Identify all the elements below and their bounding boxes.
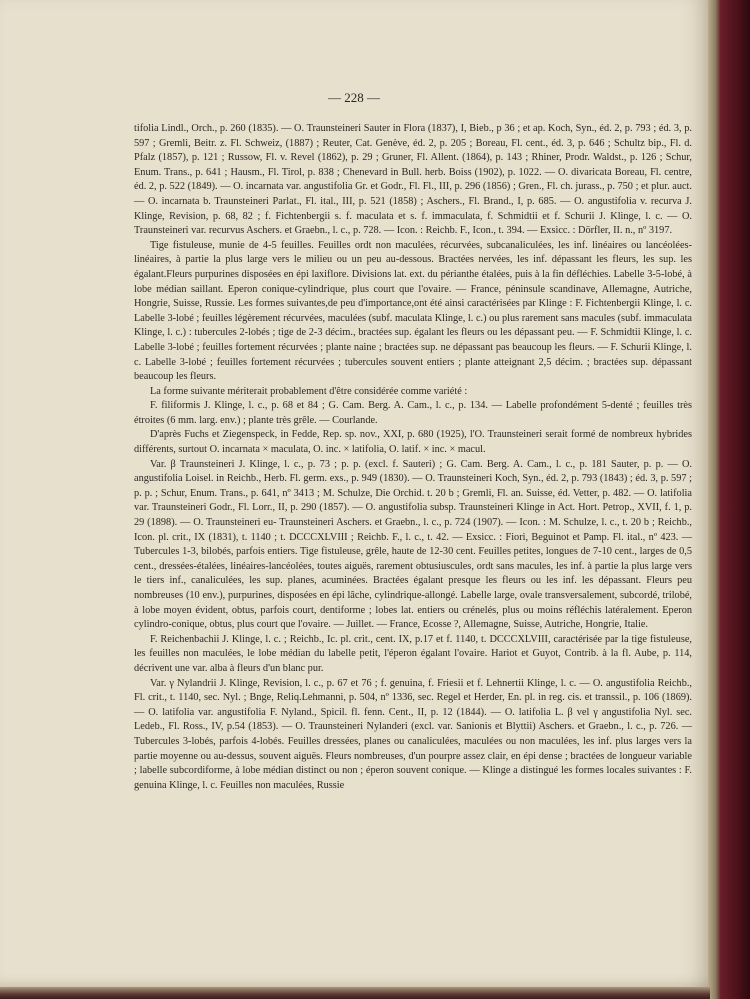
paragraph-description: Tige fistuleuse, munie de 4-5 feuilles. Feuilles ordt non maculées, récurvées, subcanaliculées, les inf. linéaires ou lancéolées-linéaires, à partie la plus large vers le milieu ou un peu au-dessous. Bractées nervées, les inf. dépassant les fleurs, les sup. les égalant.Fleurs purpurines disposées en épi laxiflore. Divisions lat. ext. du périanthe étalées, puis à la fin défléchies. Labelle 3-5-lobé, à lobe médian saillant. Eperon conique-cylindrique, plus court que l'ovaire. — France, péninsule scandinave, Allemagne, Autriche, Hongrie, Suisse, Russie. Les formes suivantes,de peu d'importance,ont été ainsi caractérisées par Klinge : F. Fichtenbergii Klinge, l. c. Labelle 3-lobé ; feuilles légèrement récurvées, maculées (subf. maculata Klinge, l. c.) ou plus rarement sans macules (subf. immaculata Klinge, l. c.) : tubercules 2-lobés ; tige de 2-3 décim., bractées sup. égalant les fleurs ou les dépassant peu. — F. Schmidtii Klinge, l. c. Labelle 3-lobé ; feuilles fortement récurvées ; plante naine ; bractées sup. ne dépassant pas beaucoup les fleurs. — F. Schurii Klinge, l. c. Labelle 3-lobé ; feuilles fortement récurvées ; tubercules souvent entiers ; plante atteignant 2,5 décim. ; bractées sup. dépassant beaucoup les fleurs. <box>134 239 692 383</box>
paragraph-forme-note: La forme suivante mériterait probablement d'être considérée comme variété : <box>150 385 468 397</box>
page-number: — 228 — <box>328 90 380 105</box>
paragraph-f-reichenbachii: F. Reichenbachii J. Klinge, l. c. ; Reichb., Ic. pl. crit., cent. IX, p.17 et f. 1140, t. DCCCXLVIII, caractérisée par la tige fistuleuse, les feuilles non maculées, le lobe médian du labelle petit, l'éperon égalant l'ovaire. Hariot et Guyot, Contrib. à la fl. Aube, p. 114, décrivent une var. alba à fleurs d'un blanc pur. <box>134 633 692 674</box>
paragraph-hybrides: D'après Fuchs et Ziegenspeck, in Fedde, Rep. sp. nov., XXI, p. 680 (1925), l'O. Traunsteineri serait formé de nombreux hybrides différents, surtout O. incarnata × maculata, O. inc. × latifolia, O. latif. × inc. × macul. <box>134 429 692 456</box>
book-spine <box>708 0 750 999</box>
paragraph-synonymy: tifolia Lindl., Orch., p. 260 (1835). — O. Traunsteineri Sauter in Flora (1837), I, Bieb., p 36 ; et ap. Koch, Syn., éd. 2, p. 793 ; éd. 3, p. 597 ; Gremli, Beitr. z. Fl. Schweiz, (1887) ; Reuter, Cat. Genève, éd. 2, p. 205 ; Boreau, Fl. cent., éd. 3, p. 646 ; Schultz bip., Fl. d. Pfalz (1857), p. 121 ; Russow, Fl. v. Revel (1862), p. 29 ; Gruner, Fl. Allent. (1864), p. 143 ; Rhiner, Prodr. Waldst., p. 126 ; Schur, Enum. Trans., p. 641 ; Hausm., Fl. Tirol, p. 838 ; Chenevard in Bull. herb. Boiss (1902), p. 1022. — O. divaricata Boreau, Fl. centre, éd. 2, p. 522 (1849). — O. incarnata var. angustifolia Gr. et Godr., Fl. Fl., III, p. 296 (1856) ; Gren., Fl. ch. jurass., p. 750 ; et plur. auct. — O. incarnata b. Traunsteineri Parlat., Fl. ital., III, p. 521 (1858) ; Aschers., Fl. Brand., I, p. 685. — O. angustifolia v. recurva J. Klinge, Revision, p. 68, 82 ; f. Fichtenbergii s. f. maculata et s. f. immaculata, f. Schmidtii et f. Schurii J. Klinge, l. c. — O. Traunsteineri var. recurvus Aschers. et Graebn., l. c., p. 728. — Icon. : Reichb. F., Icon., t. 394. — Exsicc. : Dörfler, II. n., nº 3197. <box>134 123 692 237</box>
page-body <box>134 122 692 793</box>
paragraph-var-traunsteineri: Var. β Traunsteineri J. Klinge, l. c., p. 73 ; p. p. (excl. f. Sauteri) ; G. Cam. Berg. A. Cam., l. c., p. 181 Sauter, p. p. — O. angustifolia Loisel. in Reichb., Herb. Fl. germ. exs., p. 949 (1830). — O. Traunsteineri Koch, Syn., éd. 2, p. 793 (1843) ; éd. 3, p. 597 ; p. p. ; Schur, Enum. Trans., p. 641, nº 3413 ; M. Schulze, Die Orchid. t. 20 b ; Gremli, Fl. an. Suisse, éd. Vetter, p. 482. — O. latifolia var. Traunsteineri Godr., Fl. Lorr., II, p. 290 (1857). — O. angustifolia subsp. Traunsteineri Klinge in Act. Hort. Petrop., XVII, f. 1, p. 29 (1898). — O. Traunsteineri eu- Traunsteineri Aschers. et Graebn., l. c., p. 724 (1907). — Icon. : M. Schulze, l. c., t. 20 b ; Reichb., Icon. pl. crit., IX (1831), t. 1140 ; t. DCCCXLVIII ; Reichb. F., l. c., t. 42. — Exsicc. : Fiori, Beguinot et Pamp. Fl. ital., nº 423. — Tubercules 1-3, bilobés, parfois entiers. Tige fistuleuse, grêle, haute de 12-30 cent. Feuilles petites, longues de 7-10 cent., larges de 0,5 cent., dressées-étalées, linéaires-lancéolées, toutes aiguës, rarement obtusiuscules, ordt sans macules, les inf. à partie la plus large vers le tiers inf., canaliculées, les sup. planes, acuminées. Bractées égalant presque les fleurs ou les inf. les dépassant. Fleurs peu nombreuses (10 env.), purpurines, disposées en épi lâche, cylindrique-allongé. Labelle large, ovale transversalement, subcordé, trilobé, à lobe moyen évident, obtus, parfois court, dentiforme ; lobes lat. entiers ou crénelés, plus ou moins réfléchis latéralement. Eperon cylindro-conique, obtus, plus court que l'ovaire. — Juillet. — France, Ecosse ?, Allemagne, Suisse, Autriche, Hongrie, Italie. <box>134 458 692 631</box>
paragraph-var-nylandrii: Var. γ Nylandrii J. Klinge, Revision, l. c., p. 67 et 76 ; f. genuina, f. Friesii et f. Lehnertii Klinge, l. c. — O. angustifolia Reichb., Fl. crit., t. 1140, sec. Nyl. ; Bnge, Reliq.Lehmanni, p. 504, nº 1336, sec. Regel et Herder, En. pl. in reg. cis. et transsil., p. 106 (1869). — O. latifolia var. angustifolia F. Nyland., Spicil. fl. fenn. Cent., II, p. 12 (1844). — O. latifolia L. β vel γ angustifolia Nyl. sec. Ledeb., Fl. Ross., IV, p.54 (1853). — O. Traunsteineri Nylanderi (excl. var. Sanionis et Blyttii) Aschers. et Graebn., l. c., p. 726. — Tubercules 3-lobés, parfois 4-lobés. Feuilles dressées, planes ou canaliculées, maculées ou non maculées, les inf. plus larges vers la partie moyenne ou au-dessus, souvent aiguës. Fleurs nombreuses, d'un pourpre assez clair, en épi dense ; bractées de longueur variable ; labelle subcordiforme, à lobe médian distinct ou non ; éperon souvent conique. — Klinge a distingué les formes locales suivantes : F. genuina Klinge, l. c. Feuilles non maculées, Russie <box>134 677 692 791</box>
paragraph-f-filiformis: F. filiformis J. Klinge, l. c., p. 68 et 84 ; G. Cam. Berg. A. Cam., l. c., p. 134. — Labelle profondément 5-denté ; feuilles très étroites (6 mm. larg. env.) ; plante très grêle. — Courlande. <box>134 400 692 426</box>
book-bottom-edge <box>0 987 710 999</box>
